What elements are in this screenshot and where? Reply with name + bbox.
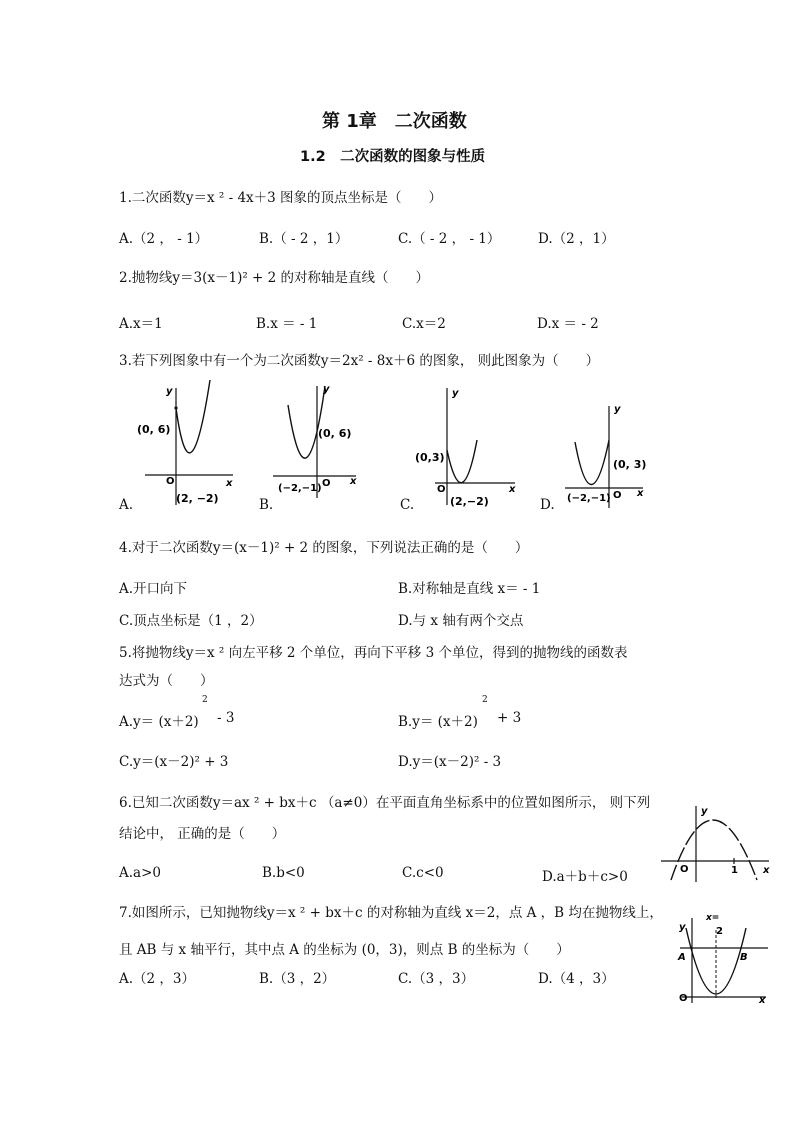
graph-d-y-label: y	[614, 404, 621, 415]
question-1-stem: 1.二次函数y＝x ² - 4x＋3 图象的顶点坐标是（ ）	[119, 190, 443, 206]
question-5-option-b-tail: + 3	[497, 710, 522, 726]
section-subtitle: 1.2 二次函数的图象与性质	[300, 149, 486, 165]
graph-a-parabola	[176, 380, 210, 453]
question-6-option-a: A.a>0	[119, 865, 161, 881]
question-5-option-a-exponent: 2	[202, 695, 208, 705]
question-4-option-d: D.与 x 轴有两个交点	[398, 613, 524, 629]
graph-c-origin: O	[437, 484, 446, 495]
graph-q7-axis-eq: x=	[706, 913, 720, 923]
graph-d-point-label: (0, 3)	[613, 458, 647, 471]
question-5-stem-line2: 达式为（ ）	[119, 673, 214, 689]
graph-a-vertex-label: (2, −2)	[176, 492, 219, 505]
question-1-option-c: C.（ - 2 ， - 1）	[398, 231, 501, 247]
question-2-option-a: A.x＝1	[119, 316, 163, 332]
graph-b-point-label: (0, 6)	[318, 427, 352, 440]
graph-q7-point-b: B	[740, 952, 748, 963]
graph-a-x-label: x	[226, 478, 233, 489]
question-7-stem-line2: 且 AB 与 x 轴平行，其中点 A 的坐标为 (0，3)，则点 B 的坐标为（ ）	[119, 942, 570, 958]
question-7-stem-line1: 7.如图所示，已知抛物线y＝x ² + bx＋c 的对称轴为直线 x＝2，点 A ，B 均在抛物线上，	[119, 905, 663, 921]
question-5-option-b: B.y＝ (x＋2)	[398, 714, 478, 730]
question-4-option-c: C.顶点坐标是（1 ，2）	[119, 613, 263, 629]
question-4-option-b: B.对称轴是直线 x＝ - 1	[398, 581, 541, 597]
graph-q7-axis-value: 2	[716, 926, 723, 937]
graph-a-y-label: y	[166, 386, 173, 397]
question-3-option-b: B.	[259, 497, 274, 513]
question-2-option-c: C.x＝2	[402, 316, 446, 332]
question-5-option-a: A.y＝ (x＋2)	[119, 714, 199, 730]
question-5-stem-line1: 5.将抛物线y＝x ² 向左平移 2 个单位，再向下平移 3 个单位，得到的抛物线的函数表	[119, 645, 628, 661]
question-3-option-c: C.	[400, 497, 415, 513]
graph-q7	[672, 910, 772, 1005]
question-5-option-d: D.y＝(x－2)² - 3	[398, 754, 502, 770]
question-2-stem: 2.抛物线y＝3(x－1)² + 2 的对称轴是直线（ ）	[119, 270, 430, 286]
graph-q6-x-label: x	[763, 865, 770, 876]
question-1-option-b: B.（ - 2 ，1）	[259, 231, 349, 247]
question-1-option-d: D.（2 ，1）	[538, 231, 615, 247]
graph-a-point-label: (0, 6)	[137, 423, 171, 436]
graph-d-x-label: x	[637, 488, 644, 499]
graph-q7-point-a: A	[678, 952, 686, 963]
question-6-stem-line2: 结论中， 正确的是（ ）	[119, 826, 286, 842]
graph-d	[555, 400, 655, 510]
question-6-stem-line1: 6.已知二次函数y＝ax ² + bx＋c （a≠0）在平面直角坐标系中的位置如图所示， 则下列	[119, 795, 651, 811]
question-7-option-a: A.（2 ，3）	[119, 971, 196, 987]
question-6-option-d: D.a＋b＋c>0	[542, 869, 628, 885]
question-3-option-a: A.	[119, 497, 134, 513]
question-5-option-a-tail: - 3	[217, 710, 235, 726]
graph-q6	[657, 800, 775, 886]
graph-q6-origin: O	[680, 864, 689, 875]
page-title: 第 1章 二次函数	[322, 111, 467, 132]
graph-b-y-label: y	[323, 384, 330, 395]
graph-q6-y-label: y	[701, 806, 708, 817]
graph-c-point-label: (0,3)	[415, 451, 445, 464]
question-7-option-d: D.（4 ，3）	[538, 971, 615, 987]
question-2-option-d: D.x ＝ - 2	[537, 316, 599, 332]
graph-a	[130, 380, 245, 510]
graph-d-origin: O	[613, 490, 622, 501]
graph-c	[410, 380, 525, 510]
question-3-stem: 3.若下列图象中有一个为二次函数y＝2x² - 8x＋6 的图象， 则此图象为（ ）	[119, 353, 600, 369]
question-6-option-c: C.c<0	[402, 865, 444, 881]
question-6-option-b: B.b<0	[262, 865, 305, 881]
graph-q7-x-label: x	[759, 995, 766, 1005]
graph-b-vertex-label: (−2,−1)	[278, 483, 322, 494]
graph-c-x-label: x	[509, 484, 516, 495]
graph-q6-tick-label: 1	[731, 865, 738, 876]
question-4-option-a: A.开口向下	[119, 581, 188, 597]
question-7-option-c: C.（3 ，3）	[398, 971, 475, 987]
question-2-option-b: B.x ＝ - 1	[256, 316, 318, 332]
graph-a-origin: O	[166, 476, 175, 487]
question-5-option-b-exponent: 2	[482, 695, 488, 705]
question-7-option-b: B.（3 ，2）	[259, 971, 336, 987]
question-4-stem: 4.对于二次函数y＝(x－1)² + 2 的图象，下列说法正确的是（ ）	[119, 540, 529, 556]
graph-c-parabola	[447, 440, 477, 483]
graph-d-parabola	[575, 440, 609, 485]
graph-a-point	[174, 406, 177, 409]
graph-b	[268, 380, 368, 500]
question-3-option-d: D.	[540, 497, 555, 513]
graph-b-x-label: x	[350, 476, 357, 487]
graph-q7-origin: O	[679, 993, 688, 1004]
graph-c-vertex-label: (2,−2)	[450, 495, 489, 508]
graph-b-origin: O	[322, 478, 331, 489]
question-1-option-a: A.（2 ， - 1）	[119, 231, 209, 247]
graph-q7-y-label: y	[679, 922, 686, 933]
question-5-option-c: C.y＝(x－2)² + 3	[119, 754, 229, 770]
graph-c-y-label: y	[452, 388, 459, 399]
graph-d-vertex-label: (−2,−1)	[567, 493, 611, 504]
graph-b-parabola	[288, 386, 325, 458]
